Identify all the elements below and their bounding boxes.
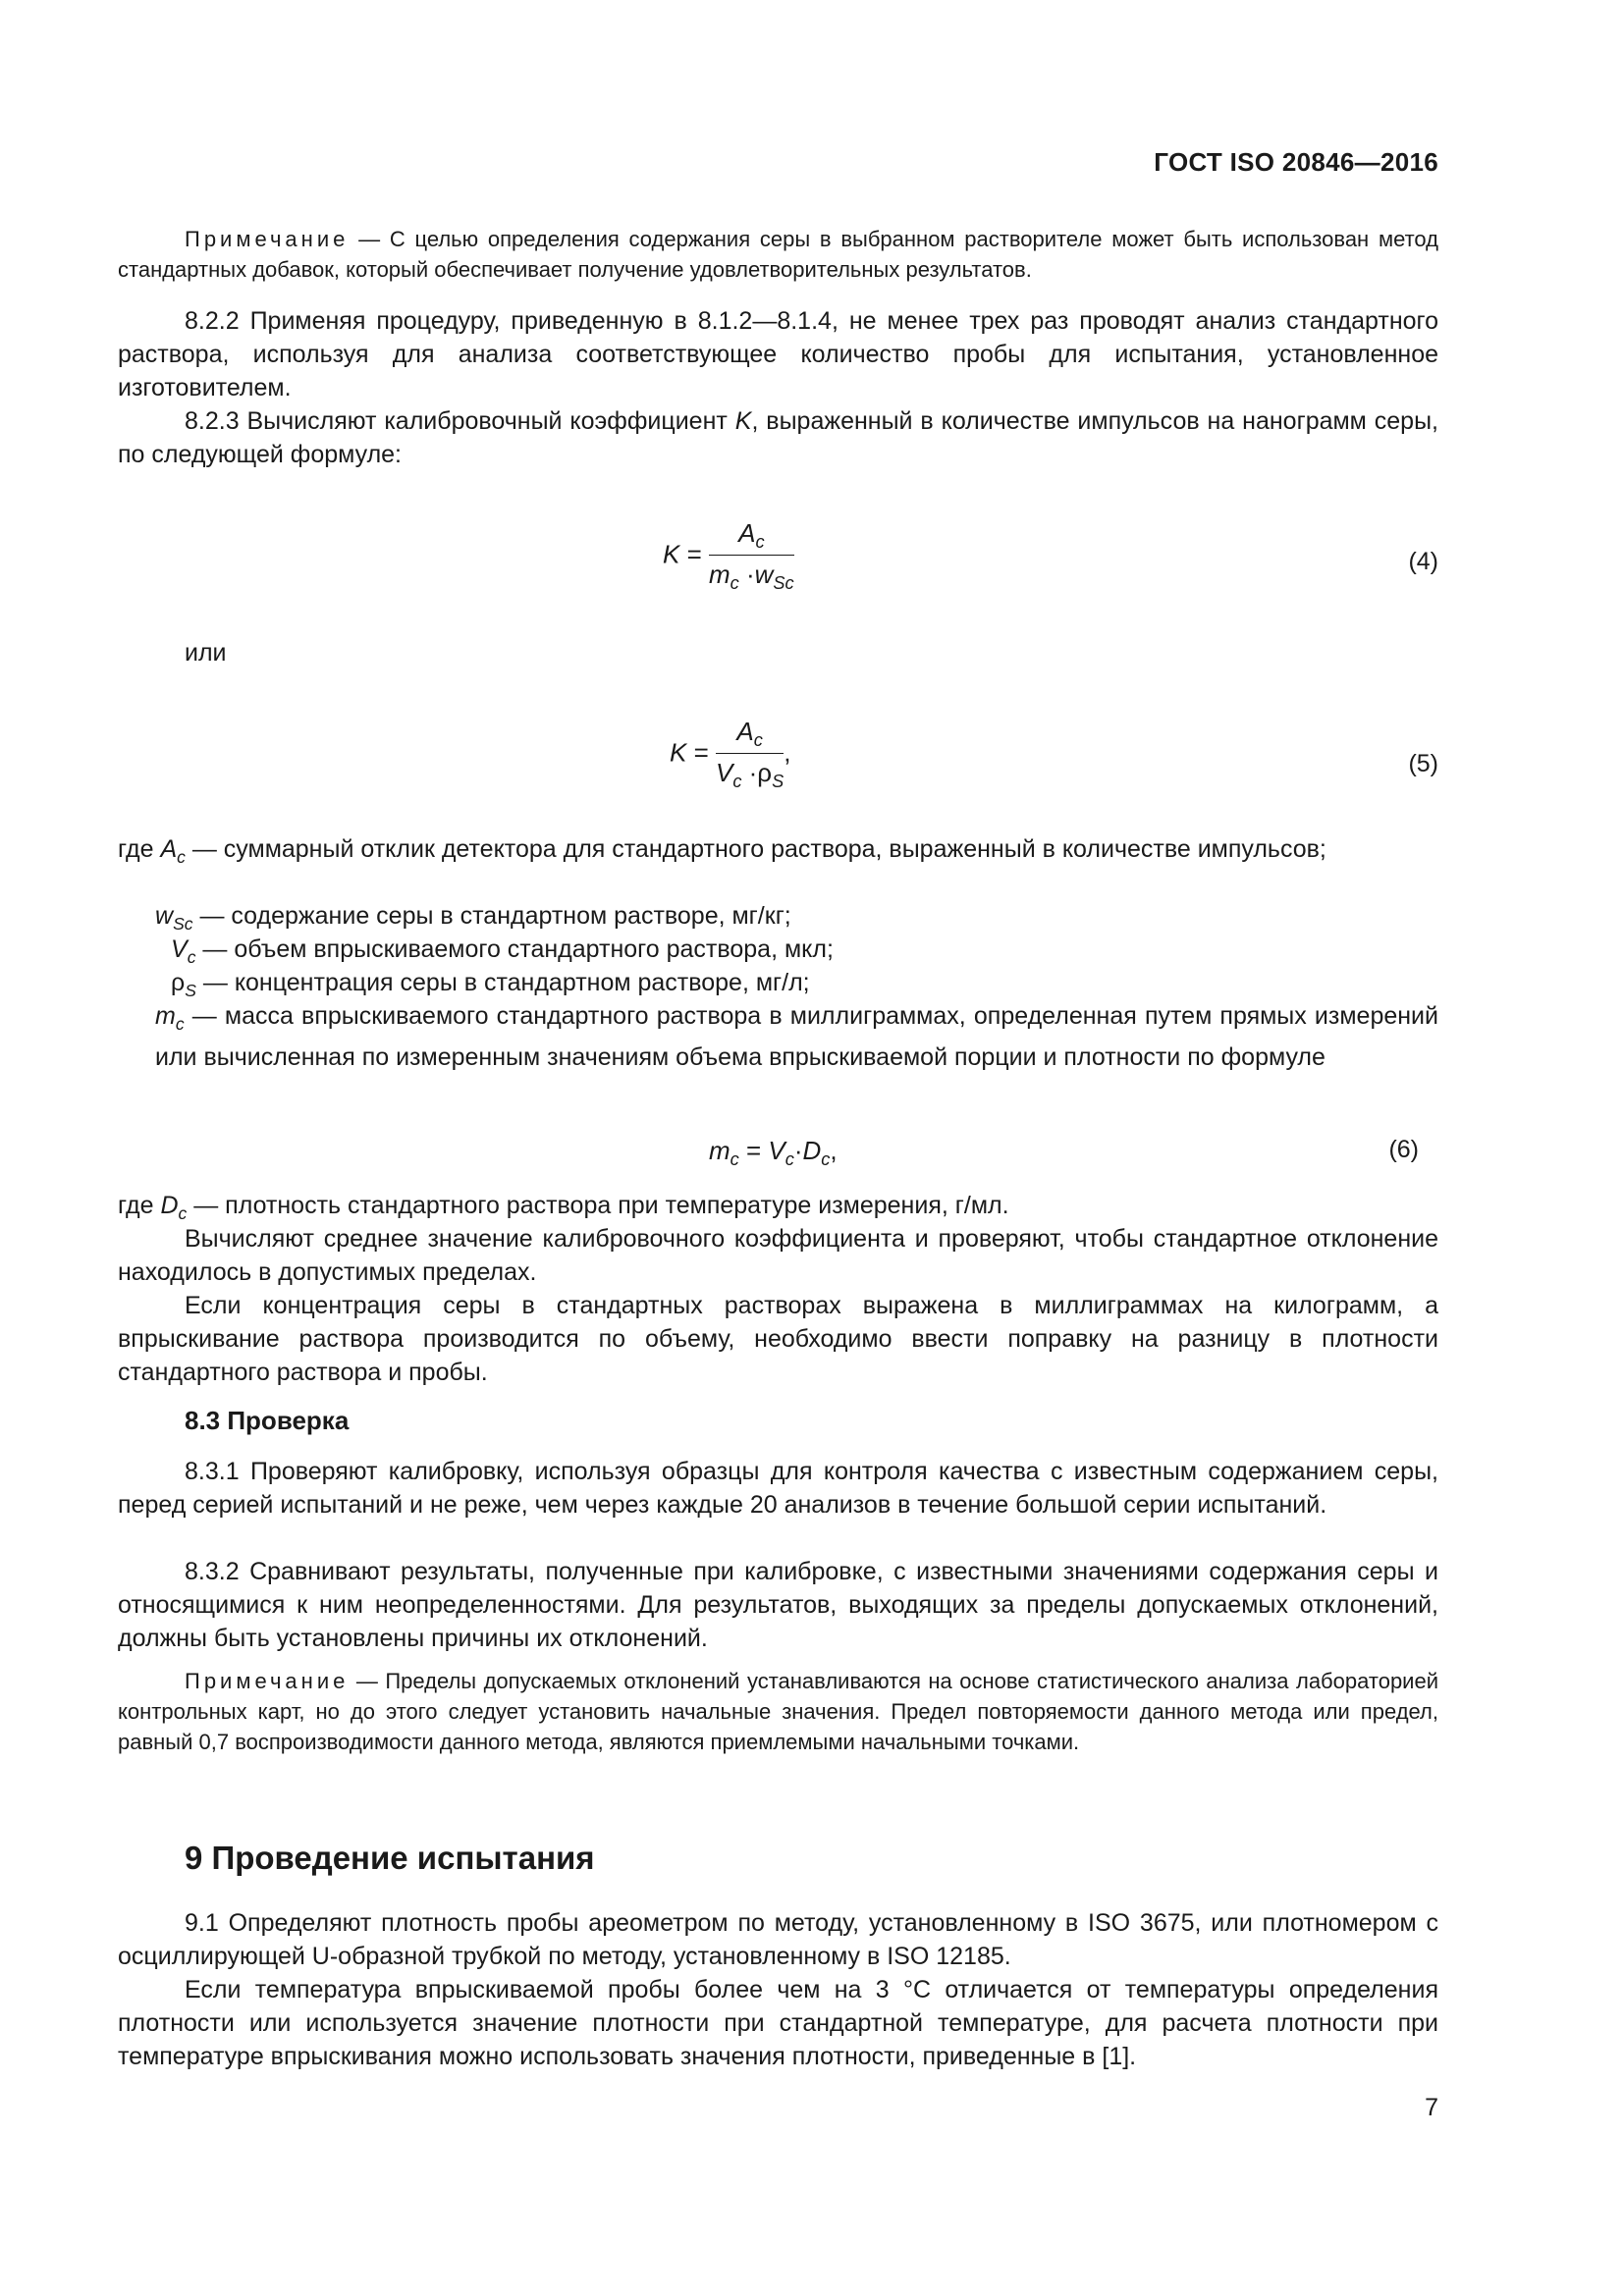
definition-ac: — суммарный отклик детектора для стандартного раствора, выраженный в количестве импульсов; — [185, 835, 1326, 863]
equation-number-6: (6) — [1388, 1136, 1419, 1163]
paragraph-temperature: Если температура впрыскиваемой пробы более чем на 3 °С отличается от температуры определения плотности или используется значение плотности при стандартной температуре, для расчета плотности при температуре впрыскивания можно использовать значения плотности, приведенные в [1]. — [118, 1976, 1438, 2070]
note-label: Примечание — [185, 227, 350, 251]
equation-number-4: (4) — [1408, 548, 1438, 575]
paragraph-mean: Вычисляют среднее значение калибровочного коэффициента и проверяют, чтобы стандартное отклонение находилось в допустимых пределах. — [118, 1225, 1438, 1286]
definition-wsc: — содержание серы в стандартном растворе, мг/кг; — [192, 902, 791, 930]
or-word: или — [185, 639, 227, 667]
paragraph-9-1: 9.1 Определяют плотность пробы ареометром по методу, установленному в ISO 3675, или плотномером с осциллирующей U-образной трубкой по методу, установленному в ISO 12185. — [118, 1909, 1438, 1970]
paragraph-if: Если концентрация серы в стандартных растворах выражена в миллиграммах на килограмм, а впрыскивание раствора производится по объему, необходимо ввести поправку на разницу в плотности стандартного раствора и пробы. — [118, 1292, 1438, 1386]
note-label: Примечание — [185, 1669, 350, 1693]
variable-k: K — [734, 407, 752, 435]
where-dc: где $D_c$ — плотность стандартного раствора при температуре измерения, г/мл. — [118, 1192, 1009, 1223]
text-part: 8.2.3 Вычисляют калибровочный коэффициент — [185, 407, 735, 435]
paragraph-8-3-1: 8.3.1 Проверяют калибровку, используя образцы для контроля качества с известным содержанием серы, перед серией испытаний и не реже, чем через каждые 20 анализов в течение большой серии испытаний. — [118, 1458, 1438, 1519]
text-part: , выраженный в количестве импульсов на нанограмм серы, по следующей формуле: — [118, 407, 1438, 468]
formula-5: K = $\frac{A_c}{V_c \cdot\rho_S}$ , — [670, 717, 791, 791]
paragraph-8-3-2: 8.3.2 Сравнивают результаты, полученные при калибровке, с известными значениями содержания серы и относящимися к ним неопределенностями. Для результатов, выходящих за пределы допускаемых отклонений, должны быть установлены причины их отклонений. — [118, 1558, 1438, 1652]
note-text: — С целью определения содержания серы в выбранном растворителе может быть использован метод стандартных добавок, который обеспечивает получение удовлетворительных результатов. — [118, 227, 1438, 282]
where-label: где — [118, 1192, 154, 1219]
document-header: ГОСТ ISO 20846—2016 — [1154, 147, 1438, 177]
definition-dc: — плотность стандартного раствора при температуре измерения, г/мл. — [187, 1192, 1009, 1219]
where-mc: $m_c$ — масса впрыскиваемого стандартного раствора в миллиграммах, определенная путем прямых измерений или вычисленная по измеренным значениям объема впрыскиваемой порции и плотности по формуле — [155, 1002, 1438, 1071]
where-wsc: $w_{Sc}$ — содержание серы в стандартном растворе, мг/кг; — [155, 902, 791, 934]
where-rhos: $\rho_S$ — концентрация серы в стандартном растворе, мг/л; — [171, 969, 810, 1000]
where-vc: $V_c$ — объем впрыскиваемого стандартного раствора, мкл; — [171, 935, 834, 967]
paragraph-8-2-2: 8.2.2 Применяя процедуру, приведенную в 8.1.2—8.1.4, не менее трех раз проводят анализ стандартного раствора, используя для анализа соответствующее количество пробы для испытания, установленное изготовителем. — [118, 307, 1438, 401]
definition-rhos: — концентрация серы в стандартном растворе, мг/л; — [195, 969, 810, 996]
paragraph-8-2-3 — [118, 404, 1438, 471]
definition-vc: — объем впрыскиваемого стандартного раствора, мкл; — [195, 935, 834, 963]
section-8-3-heading: 8.3 Проверка — [185, 1406, 350, 1435]
note-text: — Пределы допускаемых отклонений устанавливаются на основе статистического анализа лабораторией контрольных карт, но до этого следует установить начальные значения. Предел повторяемости данного метода или предел, равный 0,7 воспроизводимости данного метода, являются приемлемыми начальными точками. — [118, 1669, 1438, 1754]
section-9-heading: 9 Проведение испытания — [185, 1840, 595, 1876]
note-paragraph-1 — [118, 224, 1438, 285]
where-ac: где $A_c$ — суммарный отклик детектора для стандартного раствора, выраженный в количестве импульсов; — [118, 835, 1326, 867]
equation-number-5: (5) — [1408, 750, 1438, 777]
note-paragraph-2 — [118, 1666, 1438, 1757]
formula-6: $m_c = V_c\cdot D_c$, — [709, 1136, 838, 1169]
where-label: где — [118, 835, 154, 863]
formula-4: K = $\frac{A_c}{m_c \cdot w_{Sc}}$ — [663, 518, 794, 593]
page-number: 7 — [1425, 2094, 1438, 2121]
definition-mc: — масса впрыскиваемого стандартного раствора в миллиграммах, определенная путем прямых измерений или вычисленная по измеренным значениям объема впрыскиваемой порции и плотности по формуле — [155, 1002, 1438, 1071]
